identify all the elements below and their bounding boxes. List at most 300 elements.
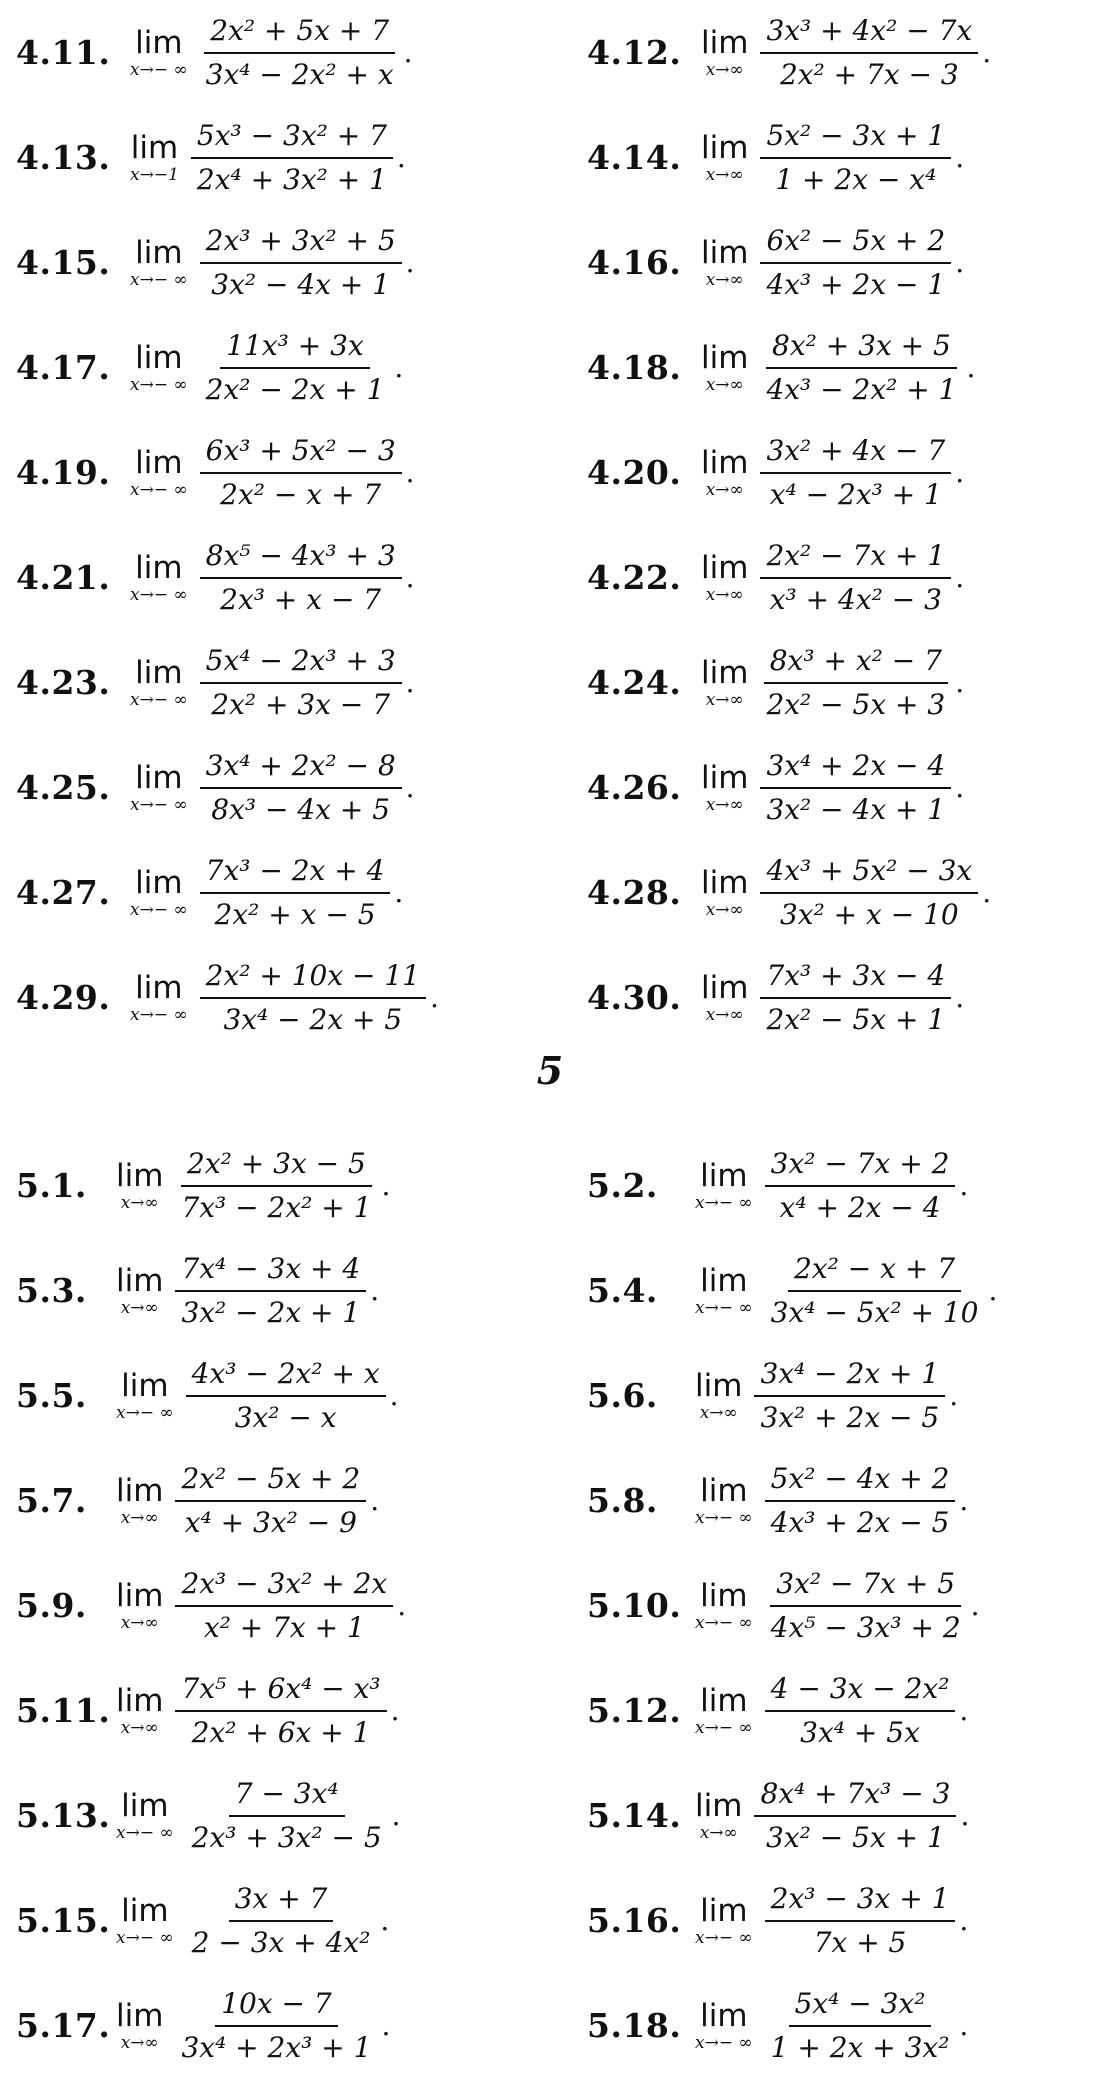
period: . bbox=[394, 876, 404, 909]
fraction bbox=[760, 643, 951, 723]
fraction bbox=[200, 328, 391, 408]
problem-number: 5.11. bbox=[16, 1691, 111, 1730]
lim-word: lim bbox=[135, 549, 183, 586]
limit-operator bbox=[130, 971, 188, 1025]
limit-operator bbox=[130, 761, 188, 815]
limit-subscript: x→− ∞ bbox=[695, 2032, 753, 2053]
limit-operator bbox=[695, 1684, 753, 1738]
numerator: 4x³ − 2x² + x bbox=[186, 1356, 386, 1397]
limit-operator bbox=[701, 131, 748, 185]
denominator: 2x² − 5x + 1 bbox=[766, 1002, 946, 1036]
period: . bbox=[381, 1169, 391, 1202]
period: . bbox=[370, 1484, 380, 1517]
problem-number: 4.26. bbox=[587, 768, 682, 807]
problem-number: 5.6. bbox=[587, 1376, 658, 1415]
period: . bbox=[955, 666, 965, 699]
limit-operator bbox=[701, 761, 748, 815]
limit-problem bbox=[575, 1658, 1100, 1763]
limit-problem bbox=[0, 1553, 575, 1658]
lim-word: lim bbox=[116, 1997, 164, 2034]
fraction bbox=[200, 538, 402, 618]
limit-operator bbox=[701, 236, 748, 290]
limit-operator bbox=[695, 1369, 742, 1423]
denominator: 2x³ + 3x² − 5 bbox=[191, 1820, 382, 1854]
lim-word: lim bbox=[701, 549, 749, 586]
limit-subscript: x→− ∞ bbox=[130, 479, 188, 500]
period: . bbox=[949, 1379, 959, 1412]
period: . bbox=[955, 246, 965, 279]
problem-number: 4.21. bbox=[16, 558, 111, 597]
denominator: 3x⁴ − 5x² + 10 bbox=[770, 1295, 979, 1329]
numerator: 8x⁴ + 7x³ − 3 bbox=[754, 1776, 956, 1817]
limit-subscript: x→∞ bbox=[120, 1297, 159, 1318]
section-5-heading: 5 bbox=[536, 1048, 564, 1093]
limit-problem bbox=[0, 1763, 575, 1868]
lim-word: lim bbox=[116, 1577, 164, 1614]
limit-problem bbox=[575, 1238, 1100, 1343]
period: . bbox=[955, 561, 965, 594]
period: . bbox=[955, 456, 965, 489]
problem-number: 4.13. bbox=[16, 138, 111, 177]
denominator: 8x³ − 4x + 5 bbox=[211, 792, 391, 826]
period: . bbox=[959, 1169, 969, 1202]
limit-subscript: x→∞ bbox=[705, 794, 744, 815]
limit-operator bbox=[130, 446, 188, 500]
denominator: 1 + 2x + 3x² bbox=[770, 2030, 950, 2064]
limit-problem bbox=[575, 420, 1100, 525]
period: . bbox=[955, 141, 965, 174]
lim-word: lim bbox=[700, 1472, 748, 1509]
limit-problem bbox=[0, 525, 575, 630]
limit-operator bbox=[116, 1264, 163, 1318]
problem-number: 5.13. bbox=[16, 1796, 111, 1835]
limit-subscript: x→− ∞ bbox=[130, 899, 188, 920]
denominator: 3x² − 2x + 1 bbox=[181, 1295, 361, 1329]
limit-operator bbox=[130, 236, 188, 290]
lim-word: lim bbox=[700, 1682, 748, 1719]
limit-subscript: x→− ∞ bbox=[695, 1927, 753, 1948]
problem-number: 4.25. bbox=[16, 768, 111, 807]
denominator: 3x² − x bbox=[234, 1400, 337, 1434]
limit-subscript: x→− ∞ bbox=[130, 374, 188, 395]
fraction bbox=[175, 1566, 393, 1646]
limit-problem bbox=[0, 1133, 575, 1238]
limit-subscript: x→∞ bbox=[699, 1822, 738, 1843]
lim-word: lim bbox=[700, 1997, 748, 2034]
limit-operator bbox=[701, 656, 748, 710]
fraction bbox=[760, 538, 951, 618]
limit-problem bbox=[0, 840, 575, 945]
fraction bbox=[200, 13, 400, 93]
problem-number: 5.10. bbox=[587, 1586, 682, 1625]
fraction bbox=[765, 1881, 956, 1961]
numerator: 3x² + 4x − 7 bbox=[760, 433, 951, 474]
period: . bbox=[381, 2009, 391, 2042]
fraction bbox=[175, 1146, 377, 1226]
fraction bbox=[186, 1881, 377, 1961]
lim-word: lim bbox=[700, 1577, 748, 1614]
lim-word: lim bbox=[121, 1787, 169, 1824]
fraction bbox=[760, 433, 951, 513]
limit-problem bbox=[0, 1238, 575, 1343]
period: . bbox=[960, 1799, 970, 1832]
lim-word: lim bbox=[701, 444, 749, 481]
numerator: 11x³ + 3x bbox=[220, 328, 370, 369]
problem-number: 5.8. bbox=[587, 1481, 658, 1520]
lim-word: lim bbox=[116, 1157, 164, 1194]
denominator: x⁴ + 3x² − 9 bbox=[184, 1505, 357, 1539]
denominator: 2x⁴ + 3x² + 1 bbox=[196, 162, 387, 196]
limit-problem bbox=[575, 1448, 1100, 1553]
numerator: 2x² + 5x + 7 bbox=[204, 13, 395, 54]
limit-operator bbox=[701, 446, 748, 500]
denominator: 2x² − 5x + 3 bbox=[766, 687, 946, 721]
period: . bbox=[959, 1694, 969, 1727]
numerator: 5x³ − 3x² + 7 bbox=[191, 118, 393, 159]
numerator: 2x² − 7x + 1 bbox=[760, 538, 951, 579]
limit-subscript: x→−1 bbox=[130, 164, 179, 185]
limit-subscript: x→∞ bbox=[699, 1402, 738, 1423]
denominator: 4x³ + 2x − 1 bbox=[766, 267, 946, 301]
denominator: 1 + 2x − x⁴ bbox=[775, 162, 937, 196]
numerator: 4 − 3x − 2x² bbox=[765, 1671, 956, 1712]
limit-operator bbox=[695, 1474, 753, 1528]
problem-number: 4.16. bbox=[587, 243, 682, 282]
problem-number: 5.2. bbox=[587, 1166, 658, 1205]
denominator: 3x⁴ + 2x³ + 1 bbox=[181, 2030, 372, 2064]
fraction bbox=[760, 748, 951, 828]
lim-word: lim bbox=[701, 339, 749, 376]
denominator: 2x² − 2x + 1 bbox=[205, 372, 385, 406]
limit-operator bbox=[695, 1789, 742, 1843]
fraction bbox=[186, 1776, 388, 1856]
limit-operator bbox=[701, 971, 748, 1025]
denominator: 2 − 3x + 4x² bbox=[191, 1925, 371, 1959]
period: . bbox=[959, 1904, 969, 1937]
fraction bbox=[760, 853, 978, 933]
denominator: 7x + 5 bbox=[813, 1925, 907, 1959]
limit-problem bbox=[0, 0, 575, 105]
numerator: 2x³ − 3x + 1 bbox=[765, 1881, 956, 1922]
period: . bbox=[970, 1589, 980, 1622]
limit-operator bbox=[130, 131, 179, 185]
limit-subscript: x→− ∞ bbox=[695, 1507, 753, 1528]
fraction bbox=[191, 118, 393, 198]
limit-problem bbox=[575, 1553, 1100, 1658]
denominator: x³ + 4x² − 3 bbox=[769, 582, 942, 616]
fraction bbox=[760, 958, 951, 1038]
limit-problem bbox=[0, 1658, 575, 1763]
limit-subscript: x→∞ bbox=[705, 689, 744, 710]
fraction bbox=[760, 328, 962, 408]
limit-operator bbox=[130, 551, 188, 605]
numerator: 6x³ + 5x² − 3 bbox=[200, 433, 402, 474]
limit-operator bbox=[701, 341, 748, 395]
limit-subscript: x→− ∞ bbox=[116, 1927, 174, 1948]
limit-subscript: x→∞ bbox=[120, 1192, 159, 1213]
period: . bbox=[405, 561, 415, 594]
limit-operator bbox=[130, 26, 188, 80]
limit-operator bbox=[701, 26, 748, 80]
limit-subscript: x→∞ bbox=[120, 1717, 159, 1738]
numerator: 6x² − 5x + 2 bbox=[760, 223, 951, 264]
period: . bbox=[430, 981, 439, 1014]
problem-number: 4.15. bbox=[16, 243, 111, 282]
limit-operator bbox=[701, 551, 748, 605]
limit-problem bbox=[0, 105, 575, 210]
limit-problem bbox=[575, 1133, 1100, 1238]
lim-word: lim bbox=[701, 129, 749, 166]
fraction bbox=[175, 1461, 366, 1541]
lim-word: lim bbox=[701, 234, 749, 271]
problem-number: 4.23. bbox=[16, 663, 111, 702]
denominator: x⁴ − 2x³ + 1 bbox=[769, 477, 942, 511]
numerator: 10x − 7 bbox=[215, 1986, 338, 2027]
limit-problem bbox=[0, 735, 575, 840]
denominator: 2x² + 6x + 1 bbox=[191, 1715, 371, 1749]
lim-word: lim bbox=[116, 1262, 164, 1299]
problem-number: 5.17. bbox=[16, 2006, 111, 2045]
fraction bbox=[175, 1251, 366, 1331]
problem-number: 5.1. bbox=[16, 1166, 87, 1205]
lim-word: lim bbox=[135, 654, 183, 691]
limit-problem bbox=[0, 1868, 575, 1973]
numerator: 2x² + 10x − 11 bbox=[200, 958, 426, 999]
problem-number: 5.14. bbox=[587, 1796, 682, 1835]
problem-number: 5.7. bbox=[16, 1481, 87, 1520]
lim-word: lim bbox=[701, 24, 749, 61]
limit-problem bbox=[0, 210, 575, 315]
limit-subscript: x→− ∞ bbox=[130, 269, 188, 290]
lim-word: lim bbox=[135, 864, 183, 901]
fraction bbox=[760, 118, 951, 198]
problem-number: 5.16. bbox=[587, 1901, 682, 1940]
lim-word: lim bbox=[121, 1892, 169, 1929]
denominator: 2x³ + x − 7 bbox=[220, 582, 382, 616]
fraction bbox=[200, 748, 402, 828]
denominator: 7x³ − 2x² + 1 bbox=[181, 1190, 372, 1224]
lim-word: lim bbox=[695, 1367, 743, 1404]
problem-number: 4.20. bbox=[587, 453, 682, 492]
period: . bbox=[391, 1799, 401, 1832]
section-5-problems bbox=[0, 1133, 1100, 2078]
limit-subscript: x→∞ bbox=[120, 1612, 159, 1633]
fraction bbox=[200, 433, 402, 513]
limit-subscript: x→∞ bbox=[705, 374, 744, 395]
period: . bbox=[380, 1904, 390, 1937]
fraction bbox=[760, 223, 951, 303]
period: . bbox=[405, 666, 415, 699]
numerator: 2x³ + 3x² + 5 bbox=[200, 223, 402, 264]
problem-number: 4.28. bbox=[587, 873, 682, 912]
lim-word: lim bbox=[130, 129, 179, 166]
limit-problem bbox=[575, 525, 1100, 630]
denominator: 3x⁴ − 2x + 5 bbox=[223, 1002, 403, 1036]
fraction bbox=[765, 1566, 967, 1646]
lim-word: lim bbox=[701, 654, 749, 691]
lim-word: lim bbox=[121, 1367, 169, 1404]
period: . bbox=[988, 1274, 998, 1307]
limit-problem bbox=[0, 945, 575, 1050]
numerator: 8x² + 3x + 5 bbox=[766, 328, 957, 369]
period: . bbox=[396, 141, 406, 174]
lim-word: lim bbox=[695, 1787, 743, 1824]
limit-subscript: x→∞ bbox=[705, 1004, 744, 1025]
limit-operator bbox=[695, 1159, 753, 1213]
numerator: 3x² − 7x + 5 bbox=[770, 1566, 961, 1607]
limit-operator bbox=[116, 1159, 163, 1213]
limit-problem bbox=[575, 1763, 1100, 1868]
denominator: 2x² + 3x − 7 bbox=[211, 687, 391, 721]
limit-subscript: x→∞ bbox=[120, 2032, 159, 2053]
limit-subscript: x→− ∞ bbox=[695, 1297, 753, 1318]
numerator: 8x⁵ − 4x³ + 3 bbox=[200, 538, 402, 579]
denominator: x⁴ + 2x − 4 bbox=[779, 1190, 941, 1224]
period: . bbox=[405, 456, 415, 489]
numerator: 5x⁴ − 2x³ + 3 bbox=[200, 643, 402, 684]
lim-word: lim bbox=[701, 759, 749, 796]
denominator: 2x² + x − 5 bbox=[214, 897, 376, 931]
limit-operator bbox=[695, 1894, 753, 1948]
denominator: 3x² − 4x + 1 bbox=[211, 267, 391, 301]
period: . bbox=[955, 771, 965, 804]
fraction bbox=[200, 643, 402, 723]
limit-subscript: x→∞ bbox=[705, 59, 744, 80]
period: . bbox=[966, 351, 976, 384]
limit-operator bbox=[116, 1684, 163, 1738]
limit-subscript: x→− ∞ bbox=[695, 1612, 753, 1633]
limit-subscript: x→∞ bbox=[705, 899, 744, 920]
limit-operator bbox=[130, 341, 188, 395]
fraction bbox=[760, 13, 978, 93]
problem-number: 4.12. bbox=[587, 33, 682, 72]
numerator: 2x² − x + 7 bbox=[788, 1251, 961, 1292]
lim-word: lim bbox=[116, 1472, 164, 1509]
numerator: 7x³ − 2x + 4 bbox=[200, 853, 391, 894]
denominator: 3x² − 5x + 1 bbox=[766, 1820, 945, 1854]
numerator: 2x² − 5x + 2 bbox=[175, 1461, 366, 1502]
denominator: 3x⁴ − 2x² + x bbox=[205, 57, 394, 91]
period: . bbox=[959, 1484, 969, 1517]
numerator: 3x² − 7x + 2 bbox=[765, 1146, 956, 1187]
denominator: 4x⁵ − 3x³ + 2 bbox=[770, 1610, 961, 1644]
period: . bbox=[959, 2009, 969, 2042]
numerator: 3x⁴ + 2x² − 8 bbox=[200, 748, 402, 789]
fraction bbox=[186, 1356, 386, 1436]
denominator: 3x⁴ + 5x bbox=[800, 1715, 920, 1749]
lim-word: lim bbox=[700, 1892, 748, 1929]
numerator: 5x² − 3x + 1 bbox=[760, 118, 951, 159]
period: . bbox=[405, 246, 415, 279]
numerator: 7 − 3x⁴ bbox=[229, 1776, 345, 1817]
period: . bbox=[982, 876, 992, 909]
numerator: 3x⁴ + 2x − 4 bbox=[760, 748, 951, 789]
limit-problem bbox=[0, 1343, 575, 1448]
period: . bbox=[389, 1379, 399, 1412]
limit-subscript: x→− ∞ bbox=[116, 1402, 174, 1423]
period: . bbox=[397, 1589, 407, 1622]
limit-operator bbox=[116, 1894, 174, 1948]
limit-subscript: x→− ∞ bbox=[130, 689, 188, 710]
numerator: 4x³ + 5x² − 3x bbox=[760, 853, 978, 894]
limit-problem bbox=[575, 1343, 1100, 1448]
fraction bbox=[200, 958, 426, 1038]
numerator: 8x³ + x² − 7 bbox=[764, 643, 948, 684]
denominator: 3x² − 4x + 1 bbox=[766, 792, 946, 826]
limit-subscript: x→− ∞ bbox=[116, 1822, 174, 1843]
limit-problem bbox=[0, 630, 575, 735]
limit-operator bbox=[130, 656, 188, 710]
limit-operator bbox=[116, 1789, 174, 1843]
limit-operator bbox=[695, 1579, 753, 1633]
limit-problem bbox=[575, 105, 1100, 210]
denominator: 4x³ + 2x − 5 bbox=[770, 1505, 950, 1539]
limit-operator bbox=[695, 1264, 753, 1318]
problem-number: 4.19. bbox=[16, 453, 111, 492]
period: . bbox=[982, 36, 992, 69]
limit-problem bbox=[575, 735, 1100, 840]
limit-operator bbox=[116, 1369, 174, 1423]
numerator: 5x² − 4x + 2 bbox=[765, 1461, 956, 1502]
problem-number: 4.14. bbox=[587, 138, 682, 177]
fraction bbox=[765, 1251, 985, 1331]
limit-problem bbox=[575, 630, 1100, 735]
fraction bbox=[754, 1356, 945, 1436]
fraction bbox=[754, 1776, 956, 1856]
numerator: 3x³ + 4x² − 7x bbox=[760, 13, 978, 54]
limit-subscript: x→− ∞ bbox=[130, 59, 188, 80]
limit-subscript: x→− ∞ bbox=[130, 584, 188, 605]
limit-subscript: x→− ∞ bbox=[695, 1717, 753, 1738]
limit-subscript: x→∞ bbox=[705, 269, 744, 290]
limit-subscript: x→∞ bbox=[705, 584, 744, 605]
lim-word: lim bbox=[135, 759, 183, 796]
period: . bbox=[394, 351, 404, 384]
fraction bbox=[200, 853, 391, 933]
fraction bbox=[200, 223, 402, 303]
denominator: x² + 7x + 1 bbox=[203, 1610, 365, 1644]
period: . bbox=[390, 1694, 400, 1727]
limit-problem bbox=[575, 210, 1100, 315]
limit-problem bbox=[575, 840, 1100, 945]
problem-number: 4.27. bbox=[16, 873, 111, 912]
limit-problem bbox=[0, 315, 575, 420]
limit-problem bbox=[575, 945, 1100, 1050]
denominator: 3x² + x − 10 bbox=[779, 897, 959, 931]
period: . bbox=[405, 771, 415, 804]
limit-subscript: x→− ∞ bbox=[130, 1004, 188, 1025]
lim-word: lim bbox=[135, 234, 183, 271]
limit-problem bbox=[0, 420, 575, 525]
numerator: 7x³ + 3x − 4 bbox=[760, 958, 951, 999]
period: . bbox=[955, 981, 965, 1014]
numerator: 7x⁴ − 3x + 4 bbox=[175, 1251, 366, 1292]
limit-operator bbox=[701, 866, 748, 920]
problem-number: 4.18. bbox=[587, 348, 682, 387]
limit-subscript: x→∞ bbox=[120, 1507, 159, 1528]
numerator: 3x + 7 bbox=[229, 1881, 334, 1922]
lim-word: lim bbox=[701, 969, 749, 1006]
numerator: 2x² + 3x − 5 bbox=[181, 1146, 372, 1187]
denominator: 4x³ − 2x² + 1 bbox=[766, 372, 957, 406]
limit-problem bbox=[575, 315, 1100, 420]
problem-number: 4.11. bbox=[16, 33, 111, 72]
problem-number: 5.5. bbox=[16, 1376, 87, 1415]
limit-operator bbox=[130, 866, 188, 920]
fraction bbox=[765, 1461, 956, 1541]
problem-number: 5.3. bbox=[16, 1271, 87, 1310]
problem-number: 4.17. bbox=[16, 348, 111, 387]
